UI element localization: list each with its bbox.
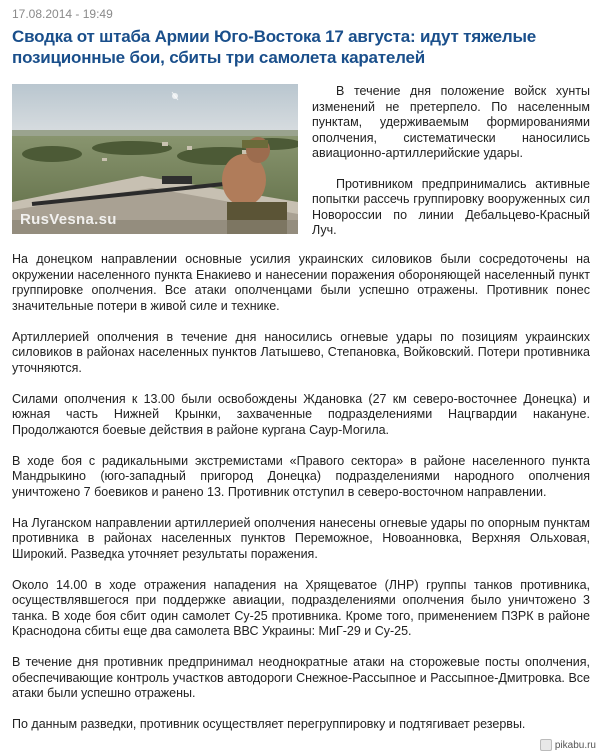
body-paragraph: Силами ополчения к 13.00 были освобождены Ждановка (27 км северо-восточнее Донецка) и южная часть Нижней Крынки, захваченные подразделениями Нацгвардии накануне. Продолжаются боевые действия в районе кургана Саур-Могила. <box>12 391 590 437</box>
intro-paragraph: В течение дня положение войск хунты изменений не претерпело. По населенным пунктам, удерживаемым формированиями ополчения, систематически наносились авиационно-артиллерийские удары. <box>312 84 590 160</box>
article-body <box>12 252 590 748</box>
site-watermark <box>540 739 596 751</box>
body-paragraph: На Луганском направлении артиллерией ополчения нанесены огневые удары по опорным пунктам противника в районах населенных пунктов Переможное, Новоанновка, Верхняя Ольховая, Широкий. Разведка уточняет результаты поражения. <box>12 515 590 561</box>
photo-watermark: RusVesna.su <box>20 211 117 228</box>
body-paragraph: По данным разведки, противник осуществляет перегруппировку и подтягивает резервы. <box>12 717 526 731</box>
body-paragraph: Артиллерией ополчения в течение дня наносились огневые удары по позициям украинских силовиков в районах населенных пунктов Латышево, Степановка, Войковский. Потери противника уточняются. <box>12 329 590 375</box>
body-paragraph: В течение дня противник предпринимал неоднократные атаки на сторожевые посты ополчения, обеспечивающие контроль участков автодороги Снежное-Рассыпное и Рассыпное-Дмитровка. Все атаки были успешно отражены. <box>12 655 590 700</box>
body-paragraph: В ходе боя с радикальными экстремистами «Правого сектора» в районе населенного пункта Мандрыкино (юго-западный пригород Донецка) подразделениями народного ополчения уничтожено 7 боевиков и ранено 13. Противник отступил в северо-восточном направлении. <box>12 453 590 499</box>
body-paragraph: Около 14.00 в ходе отражения нападения на Хрящеватое (ЛНР) группы танков противника, осуществлявшегося при поддержке авиации, подразделениями ополчения было уничтожено 3 танка. В ходе боя сбит один самолет Су-25 противника. Кроме того, применением ПЗРК в районе Краснодона сбиты еще два самолета ВВС Украины: МиГ-29 и Су-25. <box>12 577 590 638</box>
article-photo <box>12 84 298 234</box>
article-date: 17.08.2014 - 19:49 <box>12 7 113 21</box>
body-paragraph: На донецком направлении основные усилия украинских силовиков были сосредоточены на окружении населенного пункта Енакиево и нанесении поражения обороняющей населенный пункт группировке ополчения. Все атаки ополченцами были успешно отражены. Противник понес значительные потери в живой силе и технике. <box>12 252 590 313</box>
pikabu-logo-icon <box>540 739 552 751</box>
intro-paragraph: Противником предпринимались активные попытки рассечь группировку вооруженных сил Новороссии по линии Дебальцево-Красный Луч. <box>312 176 590 237</box>
intro-text <box>312 84 590 254</box>
site-name: pikabu.ru <box>554 739 596 751</box>
article-title[interactable]: Сводка от штаба Армии Юго-Востока 17 августа: идут тяжелые позиционные бои, сбиты три самолета карателей <box>12 27 537 67</box>
